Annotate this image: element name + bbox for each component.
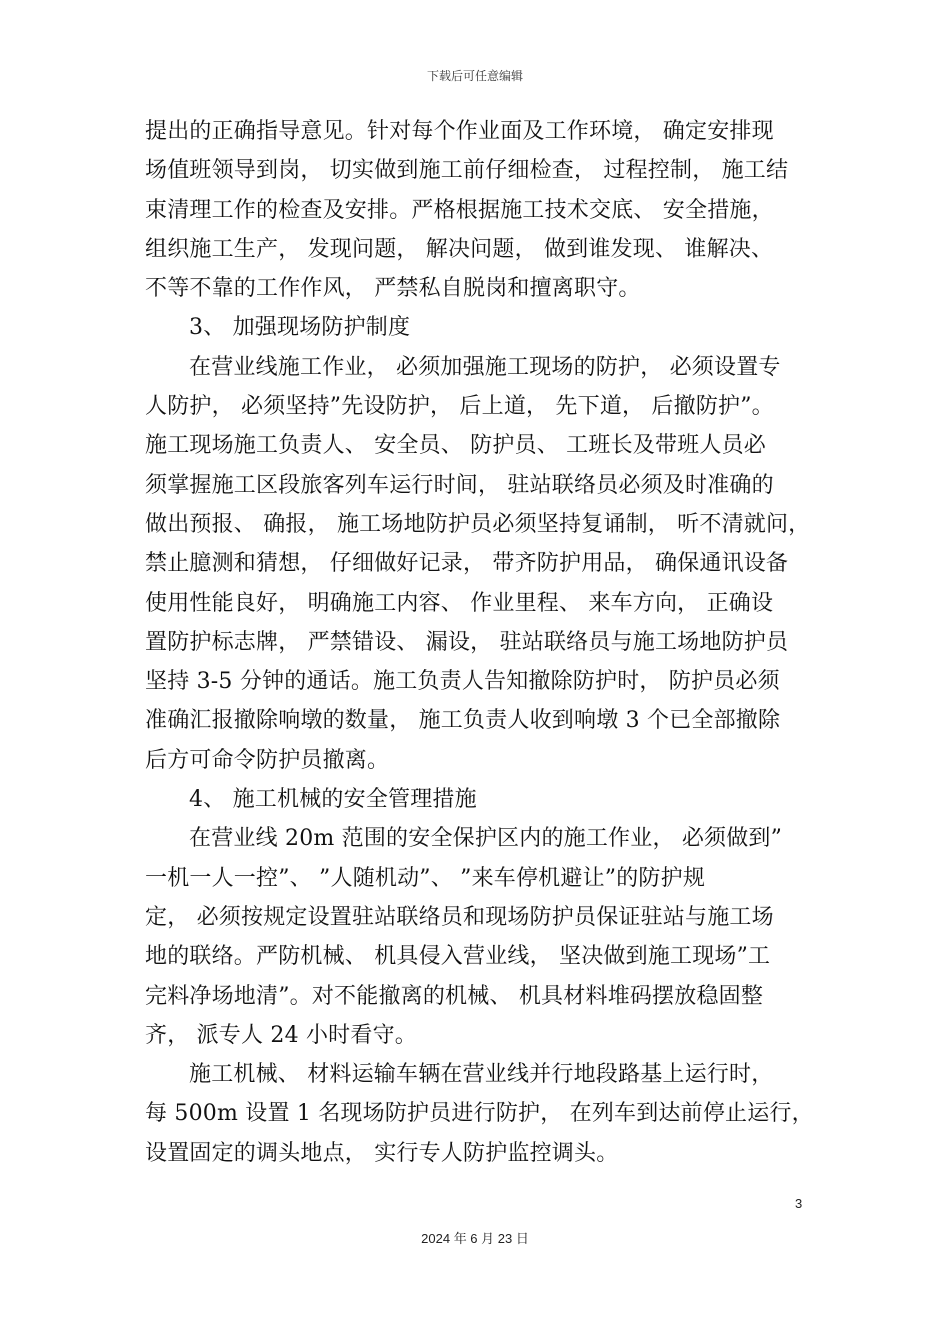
- text-line: 在营业线 20m 范围的安全保护区内的施工作业， 必须做到”: [189, 826, 783, 852]
- text-line: 一机一人一控”、 ”人随机动”、 ”来车停机避让”的防护规: [145, 865, 706, 891]
- text-line: 设置固定的调头地点， 实行专人防护监控调头。: [145, 1140, 619, 1166]
- text-line: 禁止臆测和猜想， 仔细做好记录， 带齐防护用品， 确保通讯设备: [145, 551, 789, 577]
- page-number: 3: [795, 1196, 803, 1211]
- text-line: 须掌握施工区段旅客列车运行时间， 驻站联络员必须及时准确的: [145, 472, 774, 498]
- section-heading-3: 3、 加强现场防护制度: [189, 315, 411, 341]
- text-line: 不等不靠的工作作风， 严禁私自脱岗和擅离职守。: [145, 276, 641, 302]
- text-line: 做出预报、 确报， 施工场地防护员必须坚持复诵制， 听不清就问，: [145, 511, 811, 537]
- text-line: 定， 必须按规定设置驻站联络员和现场防护员保证驻站与施工场: [145, 904, 774, 930]
- document-body: [145, 112, 815, 1173]
- text-line: 在营业线施工作业， 必须加强施工现场的防护， 必须设置专: [189, 354, 781, 380]
- text-line: 人防护， 必须坚持”先设防护， 后上道， 先下道， 后撤防护”。: [145, 394, 774, 420]
- footer-date: 2024 年 6 月 23 日: [421, 1231, 529, 1246]
- text-line: 施工机械、 材料运输车辆在营业线并行地段路基上运行时，: [189, 1062, 774, 1088]
- text-line: 组织施工生产， 发现问题， 解决问题， 做到谁发现、 谁解决、: [145, 236, 774, 262]
- text-line: 齐， 派专人 24 小时看守。: [145, 1022, 417, 1048]
- text-line: 使用性能良好， 明确施工内容、 作业里程、 来车方向， 正确设: [145, 590, 774, 616]
- text-line: 施工现场施工负责人、 安全员、 防护员、 工班长及带班人员必: [145, 433, 766, 459]
- text-line: 准确汇报撤除响墩的数量， 施工负责人收到响墩 3 个已全部撤除: [145, 708, 781, 734]
- text-line: 坚持 3-5 分钟的通话。施工负责人告知撤除防护时， 防护员必须: [145, 669, 780, 695]
- text-line: 地的联络。严防机械、 机具侵入营业线， 坚决做到施工现场”工: [145, 944, 771, 970]
- text-line: 置防护标志牌， 严禁错设、 漏设， 驻站联络员与施工场地防护员: [145, 629, 789, 655]
- text-line: 束清理工作的检查及安排。严格根据施工技术交底、 安全措施，: [145, 197, 774, 223]
- text-line: 每 500m 设置 1 名现场防护员进行防护， 在列车到达前停止运行，: [145, 1101, 814, 1127]
- section-heading-4: 4、 施工机械的安全管理措施: [189, 787, 477, 813]
- text-line: 场值班领导到岗， 切实做到施工前仔细检查， 过程控制， 施工结: [145, 158, 789, 184]
- text-line: 提出的正确指导意见。针对每个作业面及工作环境， 确定安排现: [145, 119, 774, 144]
- text-line: 后方可命令防护员撤离。: [145, 747, 390, 773]
- header-note: 下载后可任意编辑: [426, 69, 523, 83]
- text-line: 完料净场地清”。对不能撤离的机械、 机具材料堆码摆放稳固整: [145, 983, 764, 1009]
